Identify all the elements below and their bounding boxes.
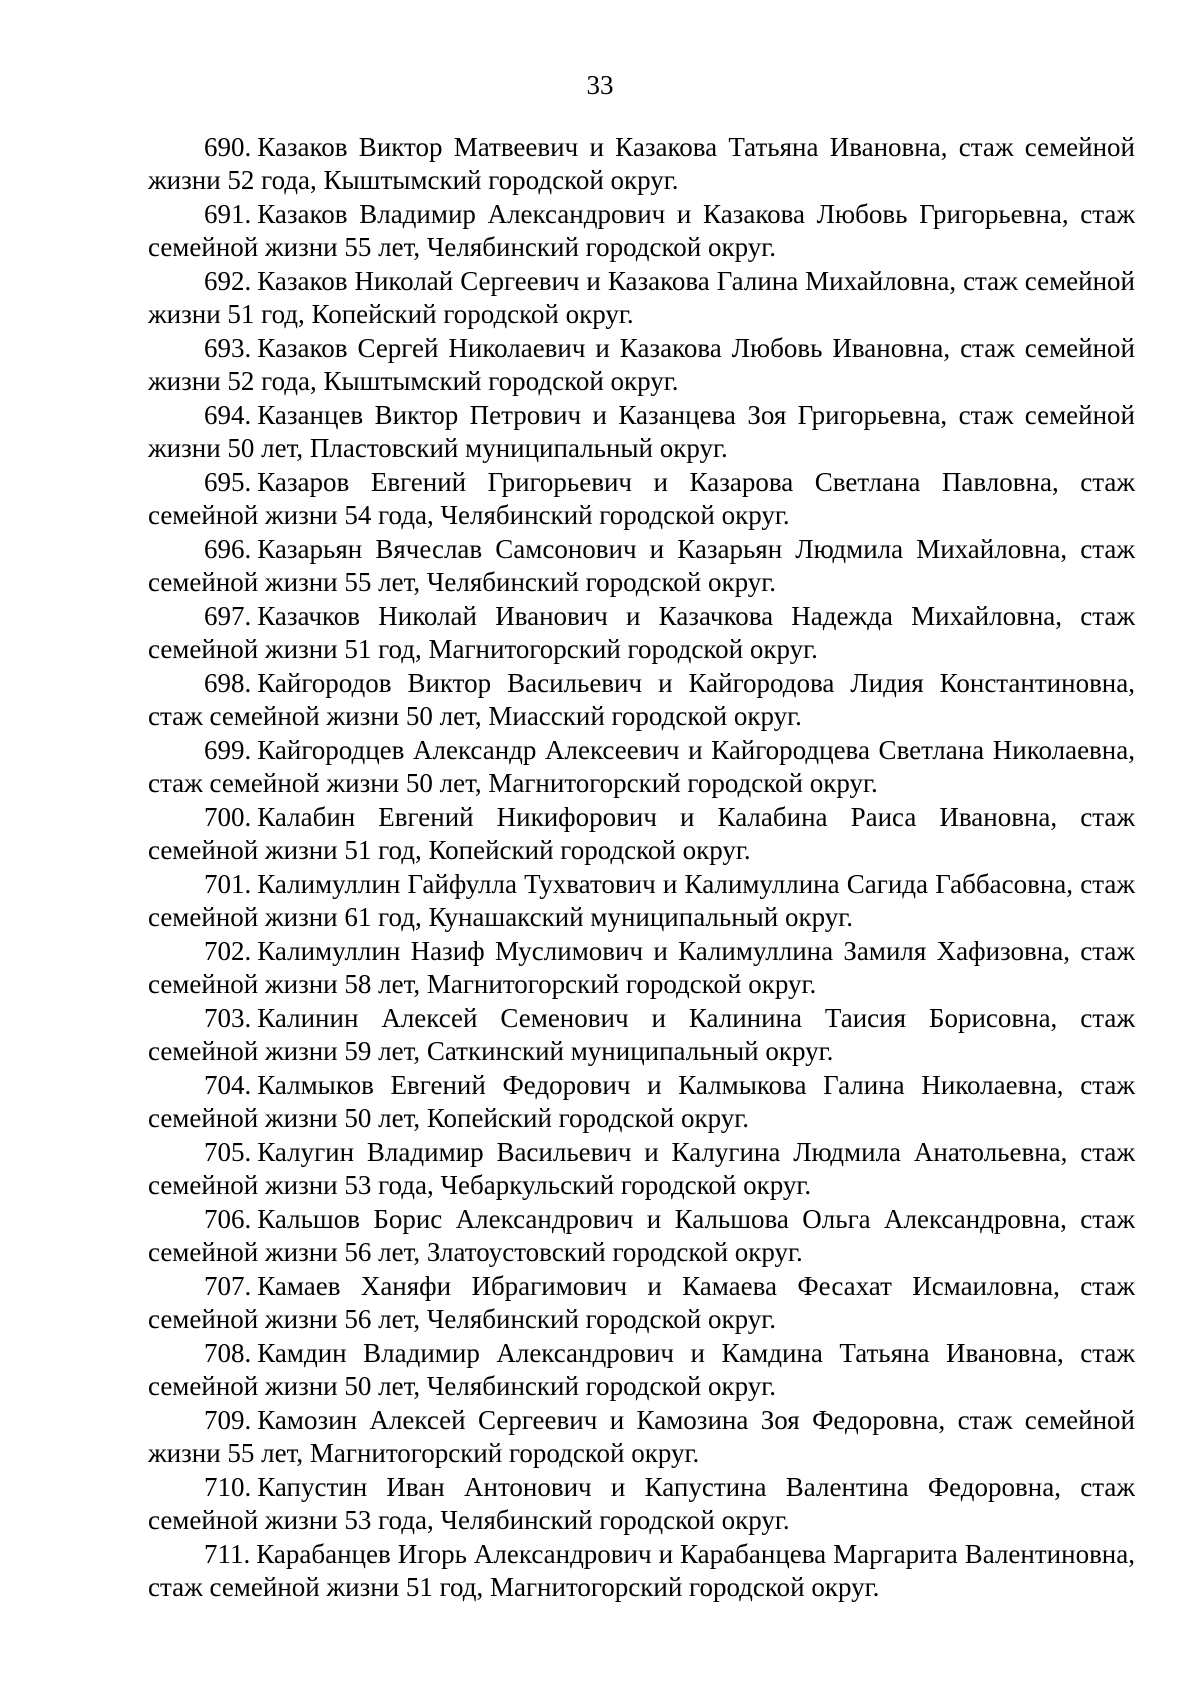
entry-text: Казаков Сергей Николаевич и Казакова Любовь Ивановна, стаж семейной жизни 52 года, Кыштымский городской округ. <box>148 333 1135 397</box>
list-item <box>148 1471 1135 1537</box>
entry-text: Казарьян Вячеслав Самсонович и Казарьян Людмила Михайловна, стаж семейной жизни 55 лет, Челябинский городской округ. <box>148 534 1135 598</box>
list-item <box>148 265 1135 331</box>
list-item <box>148 131 1135 197</box>
list-item <box>148 1404 1135 1470</box>
list-item <box>148 868 1135 934</box>
entry-number: 710. <box>204 1472 252 1502</box>
list-item <box>148 1002 1135 1068</box>
entry-text: Калабин Евгений Никифорович и Калабина Раиса Ивановна, стаж семейной жизни 51 год, Копейский городской округ. <box>148 802 1135 866</box>
list-item <box>148 1203 1135 1269</box>
list-item <box>148 734 1135 800</box>
entry-text: Капустин Иван Антонович и Капустина Валентина Федоровна, стаж семейной жизни 53 года, Челябинский городской округ. <box>148 1472 1135 1536</box>
list-item <box>148 466 1135 532</box>
entry-number: 699. <box>204 735 252 765</box>
entry-text: Казанцев Виктор Петрович и Казанцева Зоя Григорьевна, стаж семейной жизни 50 лет, Пластовский муниципальный округ. <box>148 400 1135 464</box>
entry-text: Камдин Владимир Александрович и Камдина Татьяна Ивановна, стаж семейной жизни 50 лет, Челябинский городской округ. <box>148 1338 1135 1402</box>
list-item <box>148 1337 1135 1403</box>
entry-text: Казаров Евгений Григорьевич и Казарова Светлана Павловна, стаж семейной жизни 54 года, Челябинский городской округ. <box>148 467 1135 531</box>
entry-number: 698. <box>204 668 252 698</box>
entry-number: 700. <box>204 802 252 832</box>
list-item <box>148 332 1135 398</box>
page-number: 33 <box>586 70 614 100</box>
entry-text: Калинин Алексей Семенович и Калинина Таисия Борисовна, стаж семейной жизни 59 лет, Саткинский муниципальный округ. <box>148 1003 1135 1067</box>
entry-number: 695. <box>204 467 252 497</box>
entry-number: 702. <box>204 936 252 966</box>
entry-text: Кайгородов Виктор Васильевич и Кайгородова Лидия Константиновна, стаж семейной жизни 50 лет, Миасский городской округ. <box>148 668 1135 732</box>
entry-number: 692. <box>204 266 252 296</box>
entry-text: Калмыков Евгений Федорович и Калмыкова Галина Николаевна, стаж семейной жизни 50 лет, Копейский городской округ. <box>148 1070 1135 1134</box>
entry-text: Карабанцев Игорь Александрович и Карабанцева Маргарита Валентиновна, стаж семейной жизни 51 год, Магнитогорский городской округ. <box>148 1539 1135 1603</box>
entry-number: 694. <box>204 400 252 430</box>
list-item <box>148 399 1135 465</box>
list-item <box>148 935 1135 1001</box>
list-item <box>148 1136 1135 1202</box>
entry-number: 703. <box>204 1003 252 1033</box>
list-item <box>148 533 1135 599</box>
entry-text: Казаков Виктор Матвеевич и Казакова Татьяна Ивановна, стаж семейной жизни 52 года, Кыштымский городской округ. <box>148 132 1135 196</box>
entry-number: 696. <box>204 534 252 564</box>
entry-number: 704. <box>204 1070 252 1100</box>
entry-text: Камаев Ханяфи Ибрагимович и Камаева Фесахат Исмаиловна, стаж семейной жизни 56 лет, Челябинский городской округ. <box>148 1271 1135 1335</box>
list-item <box>148 600 1135 666</box>
list-item <box>148 1270 1135 1336</box>
entry-number: 711. <box>204 1539 251 1569</box>
list-item <box>148 198 1135 264</box>
entry-list <box>148 131 1135 1605</box>
entry-text: Кайгородцев Александр Алексеевич и Кайгородцева Светлана Николаевна, стаж семейной жизни 50 лет, Магнитогорский городской округ. <box>148 735 1135 799</box>
list-item <box>148 1069 1135 1135</box>
entry-text: Камозин Алексей Сергеевич и Камозина Зоя Федоровна, стаж семейной жизни 55 лет, Магнитогорский городской округ. <box>148 1405 1135 1469</box>
entry-text: Кальшов Борис Александрович и Кальшова Ольга Александровна, стаж семейной жизни 56 лет, Златоустовский городской округ. <box>148 1204 1135 1268</box>
entry-number: 697. <box>204 601 252 631</box>
list-item <box>148 667 1135 733</box>
entry-text: Калимуллин Гайфулла Тухватович и Калимуллина Сагида Габбасовна, стаж семейной жизни 61 год, Кунашакский муниципальный округ. <box>148 869 1135 933</box>
entry-number: 708. <box>204 1338 252 1368</box>
list-item <box>148 1538 1135 1604</box>
entry-number: 701. <box>204 869 252 899</box>
entry-number: 709. <box>204 1405 252 1435</box>
entry-number: 707. <box>204 1271 252 1301</box>
entry-text: Казаков Николай Сергеевич и Казакова Галина Михайловна, стаж семейной жизни 51 год, Копейский городской округ. <box>148 266 1135 330</box>
entry-number: 706. <box>204 1204 252 1234</box>
entry-number: 691. <box>204 199 252 229</box>
entry-number: 690. <box>204 132 252 162</box>
entry-number: 693. <box>204 333 252 363</box>
list-item <box>148 801 1135 867</box>
entry-text: Калимуллин Назиф Муслимович и Калимуллина Замиля Хафизовна, стаж семейной жизни 58 лет, Магнитогорский городской округ. <box>148 936 1135 1000</box>
entry-text: Казачков Николай Иванович и Казачкова Надежда Михайловна, стаж семейной жизни 51 год, Магнитогорский городской округ. <box>148 601 1135 665</box>
entry-number: 705. <box>204 1137 252 1167</box>
entry-text: Казаков Владимир Александрович и Казакова Любовь Григорьевна, стаж семейной жизни 55 лет, Челябинский городской округ. <box>148 199 1135 263</box>
entry-text: Калугин Владимир Васильевич и Калугина Людмила Анатольевна, стаж семейной жизни 53 года, Чебаркульский городской округ. <box>148 1137 1135 1201</box>
